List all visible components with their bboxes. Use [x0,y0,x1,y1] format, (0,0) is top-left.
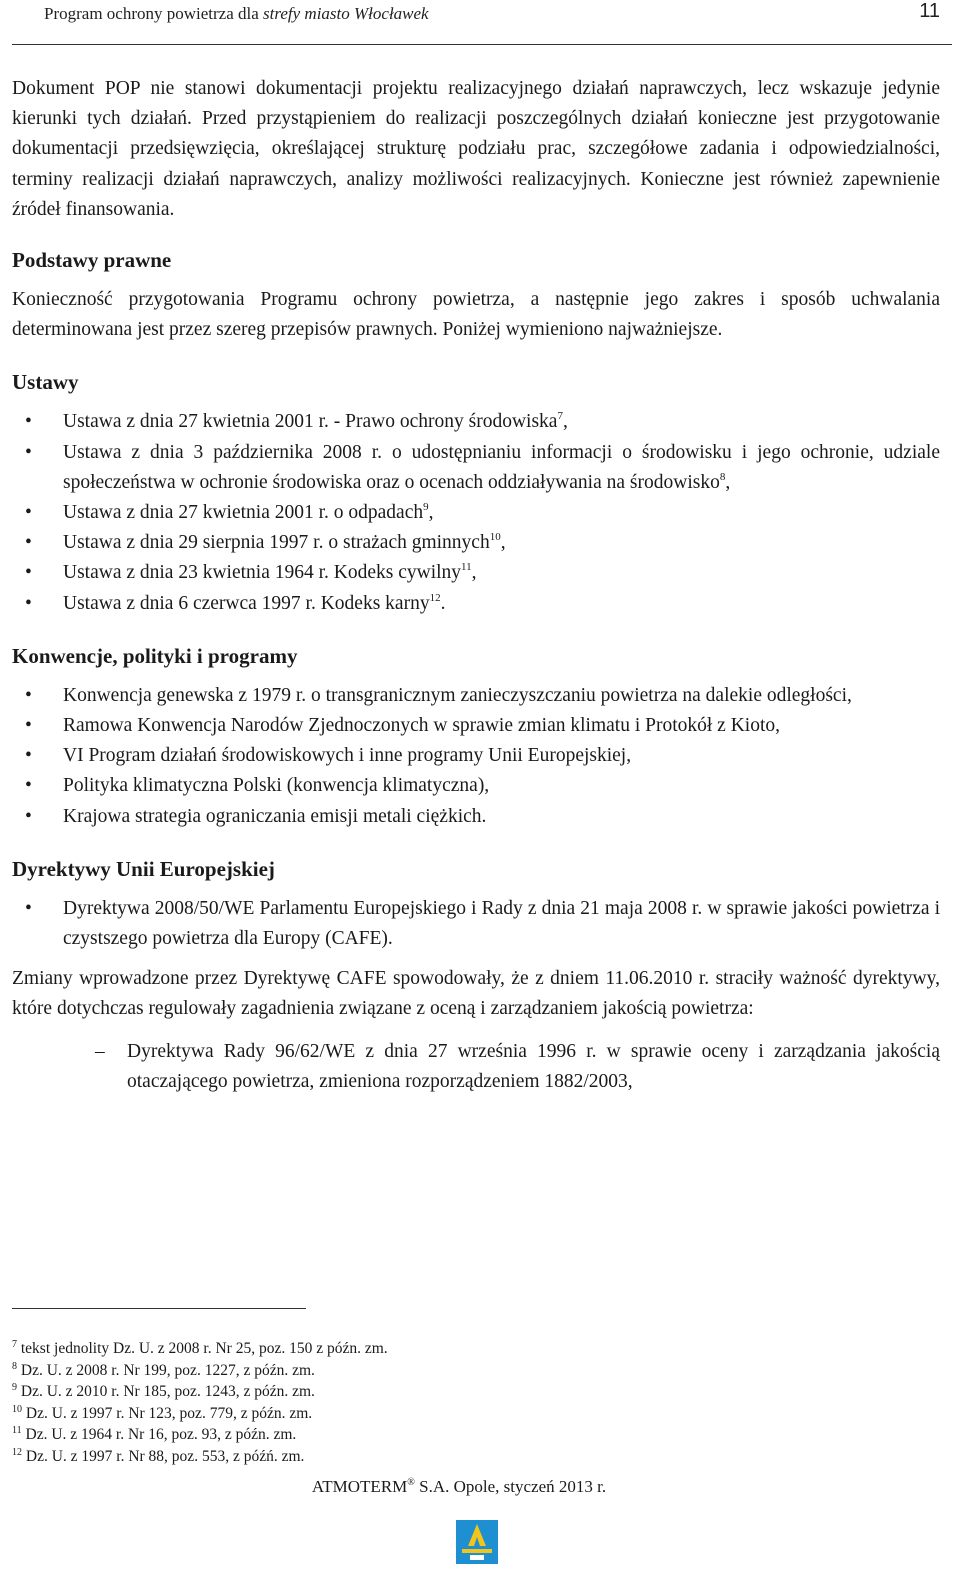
list-item: • Ustawa z dnia 23 kwietnia 1964 r. Kodeks cywilny$^{11}$, [12,558,940,588]
footnote: $^7$ tekst jednolity Dz. U. z 2008 r. Nr 25, poz. 150 z późn. zm. [12,1339,388,1357]
list-item: • Ustawa z dnia 27 kwietnia 2001 r. o odpadach$^9$, [12,498,940,528]
zmiany-paragraph: Zmiany wprowadzone przez Dyrektywę CAFE spowodowały, że z dniem 11.06.2010 r. straciły ważność dyrektywy, które dotychczas regulowały zagadnienia związane z oceną i zarządzaniem jakością powietrza: [12,968,940,1020]
list-item: • Ramowa Konwencja Narodów Zjednoczonych w sprawie zmian klimatu i Protokół z Kioto, [12,711,940,741]
dash-list [12,1037,940,1097]
list-item: • Ustawa z dnia 3 października 2008 r. o udostępnianiu informacji o środowisku i jego ochronie, udziale społeczeństwa w ochronie środowiska oraz o ocenach oddziaływania na środowisko$^8$, [12,438,940,498]
footnote: $^8$ Dz. U. z 2008 r. Nr 199, poz. 1227, z późn. zm. [12,1360,315,1379]
footnote-ref[interactable]: 12 [429,591,441,604]
footnote-ref[interactable]: 10 [489,531,501,544]
dyrektywy-list [12,894,940,954]
heading-konwencje: Konwencje, polityki i programy [12,643,298,668]
page-number: 11 [919,0,940,22]
heading-ustawy: Ustawy [12,370,79,395]
intro-paragraph: Dokument POP nie stanowi dokumentacji projektu realizacyjnego działań naprawczych, lecz wskazuje jedynie kierunki tych działań. Przed przystąpieniem do realizacji poszczególnych działań konieczne jest przygotowanie dokumentacji przedsięwzięcia, określającej strukturę podziału prac, szczegółowe zadania i odpowiedzialności, terminy realizacji działań naprawczych, analizy możliwości realizacyjnych. Konieczne jest również zapewnienie źródeł finansowania. [12,78,940,220]
list-item: – Dyrektywa Rady 96/62/WE z dnia 27 września 1996 r. w sprawie oceny i zarządzania jakością otaczającego powietrza, zmieniona rozporządzeniem 1882/2003, [12,1037,940,1097]
podstawy-paragraph: Konieczność przygotowania Programu ochrony powietrza, a następnie jego zakres i sposób uchwalania determinowana jest przez szereg przepisów prawnych. Poniżej wymieniono najważniejsze. [12,289,940,341]
document-title: Program ochrony powietrza dla strefy miasto Włocławek [44,4,429,23]
page-header [12,0,952,45]
footnote: $^{10}$ Dz. U. z 1997 r. Nr 123, poz. 779, z późn. zm. [12,1403,313,1422]
footnote-ref[interactable]: 8 [719,470,726,483]
footnote-ref[interactable]: 9 [423,501,429,514]
footnote: $^{11}$ Dz. U. z 1964 r. Nr 16, poz. 93, z późn. zm. [12,1425,297,1443]
footnote: $^{12}$ Dz. U. z 1997 r. Nr 88, poz. 553, z późń. zm. [12,1446,305,1465]
list-item: • Ustawa z dnia 6 czerwca 1997 r. Kodeks karny$^{12}$. [12,589,940,619]
list-item: • Ustawa z dnia 27 kwietnia 2001 r. - Prawo ochrony środowiska$^7$, [12,407,940,437]
ustawy-list [12,407,940,618]
list-item: • Konwencja genewska z 1979 r. o transgranicznym zanieczyszczaniu powietrza na dalekie odległości, [12,681,940,711]
footnote-separator [12,1308,306,1309]
footnotes [12,1338,712,1467]
page-body [12,74,940,1097]
footnote: $^9$ Dz. U. z 2010 r. Nr 185, poz. 1243, z późn. zm. [12,1382,315,1400]
heading-podstawy: Podstawy prawne [12,248,172,273]
list-item: • Dyrektywa 2008/50/WE Parlamentu Europejskiego i Rady z dnia 21 maja 2008 r. w sprawie jakości powietrza i czystszego powietrza dla Europy (CAFE). [12,894,940,954]
heading-dyrektywy: Dyrektywy Unii Europejskiej [12,856,275,881]
page-footer: ATMOTERM® S.A. Opole, styczeń 2013 r. [311,1477,607,1496]
list-item: • Krajowa strategia ograniczania emisji metali ciężkich. [12,802,940,832]
konwencje-list [12,681,940,832]
atmoterm-logo-icon [456,1520,498,1564]
list-item: • Polityka klimatyczna Polski (konwencja klimatyczna), [12,771,940,801]
list-item: • Ustawa z dnia 29 sierpnia 1997 r. o strażach gminnych$^{10}$, [12,528,940,558]
footnote-ref[interactable]: 11 [461,561,472,574]
footnote-ref[interactable]: 7 [557,410,563,423]
list-item: • VI Program działań środowiskowych i inne programy Unii Europejskiej, [12,741,940,771]
